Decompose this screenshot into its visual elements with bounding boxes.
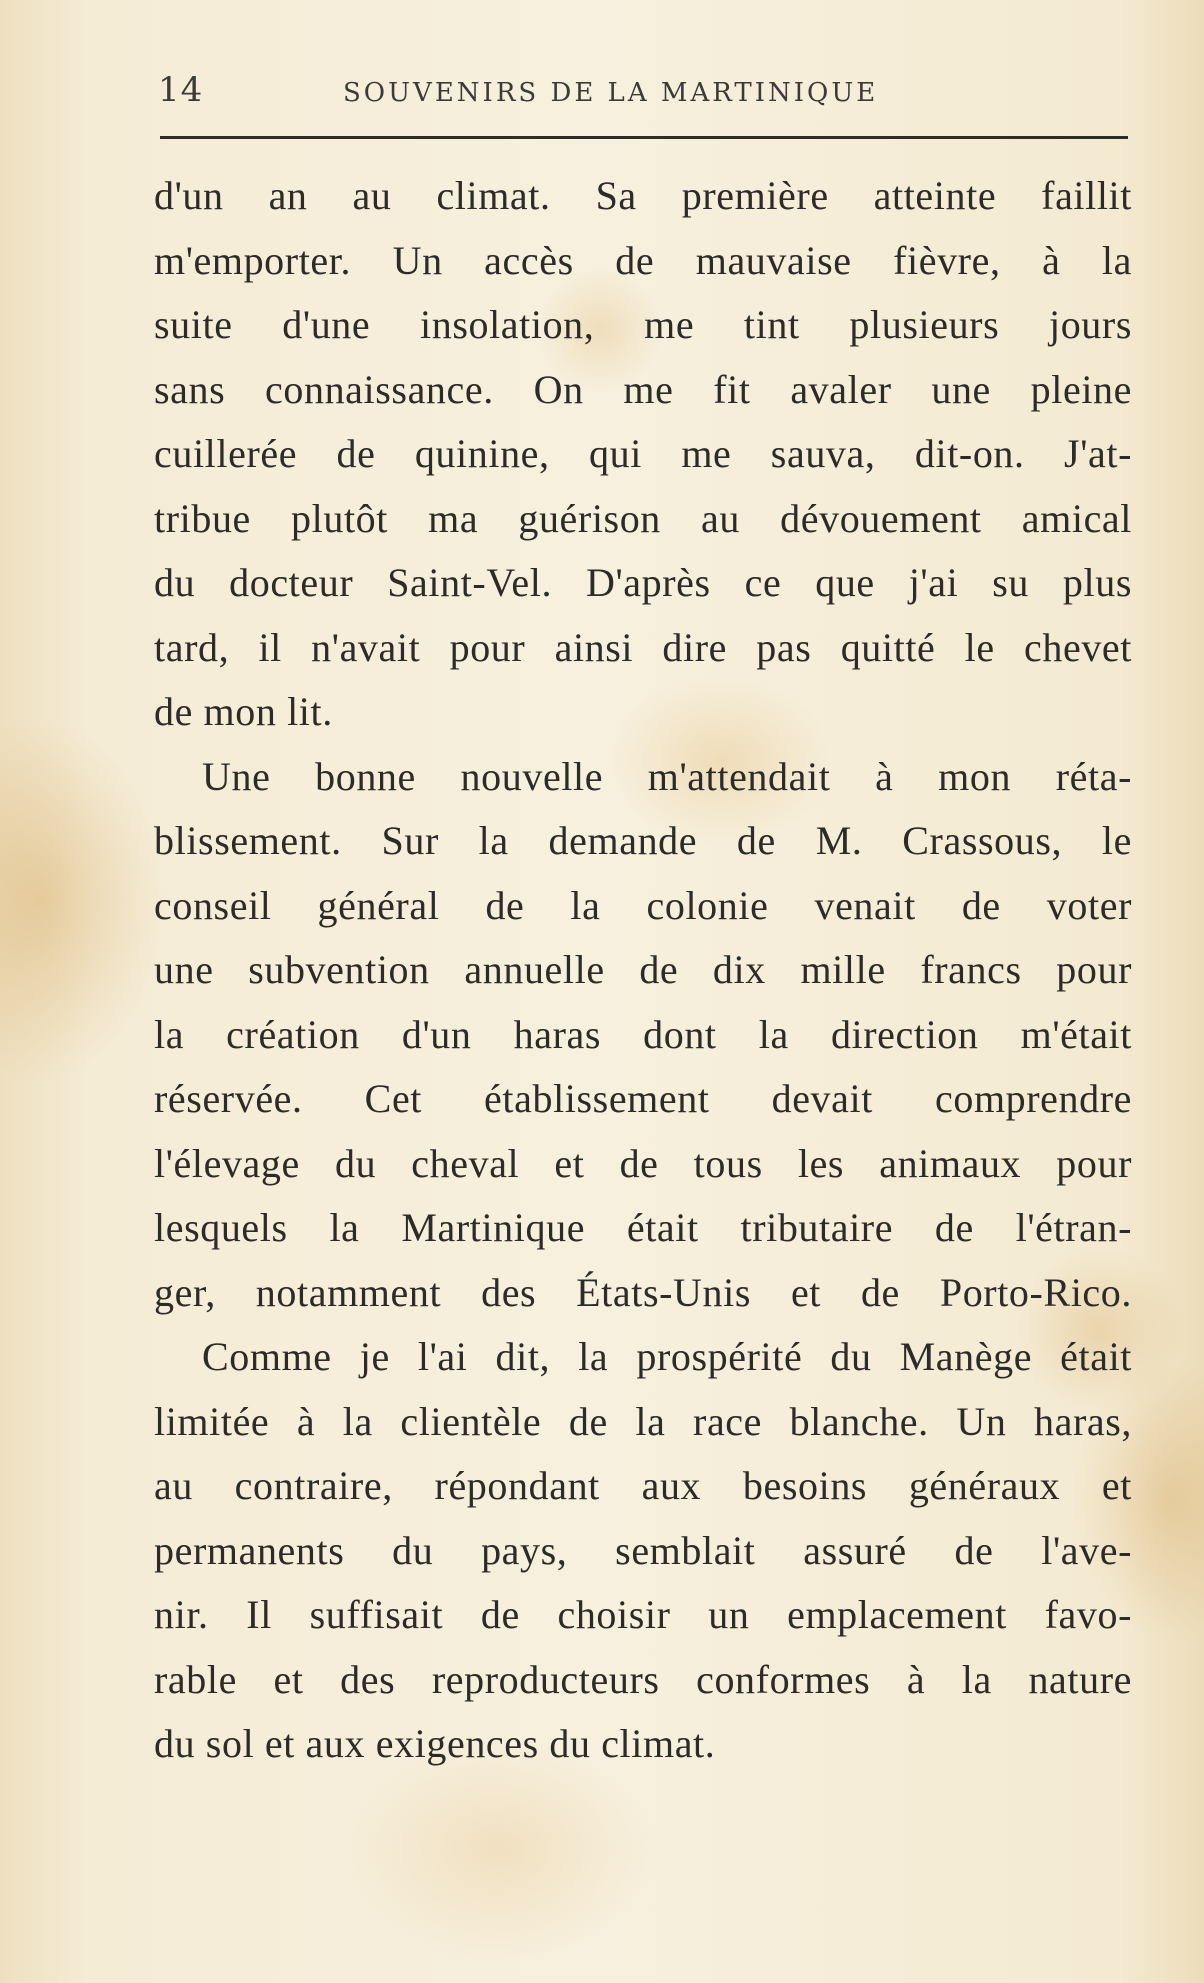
text-line: nir. Il suffisait de choisir un emplacement favo- [154, 1592, 1132, 1637]
text-line: du docteur Saint-Vel. D'après ce que j'ai su plus [154, 560, 1132, 605]
text-line: permanents du pays, semblait assuré de l'ave- [154, 1527, 1132, 1573]
page-number: 14 [158, 70, 204, 110]
text-line: la création d'un haras dont la direction m'était [154, 1011, 1132, 1057]
text-line: au contraire, répondant aux besoins généraux et [154, 1463, 1132, 1508]
text-line: tribue plutôt ma guérison au dévouement amical [154, 495, 1132, 541]
text-line: conseil général de la colonie venait de voter [154, 882, 1132, 928]
text-line: cuillerée de quinine, qui me sauva, dit-on. J'at- [154, 431, 1132, 476]
body-text [154, 164, 1132, 1777]
header-rule [160, 136, 1128, 139]
text-line: Une bonne nouvelle m'attendait à mon réta- [202, 753, 1132, 799]
text-line: réservée. Cet établissement devait comprendre [154, 1076, 1132, 1121]
text-line: rable et des reproducteurs conformes à la nature [154, 1656, 1132, 1702]
text-line: sans connaissance. On me fit avaler une pleine [154, 366, 1132, 412]
text-line: tard, il n'avait pour ainsi dire pas quitté le chevet [154, 624, 1132, 670]
text-line: lesquels la Martinique était tributaire de l'étran- [154, 1205, 1132, 1250]
running-head [158, 68, 1130, 118]
text-line: suite d'une insolation, me tint plusieurs jours [154, 302, 1132, 347]
running-title: SOUVENIRS DE LA MARTINIQUE [343, 78, 879, 108]
text-line: du sol et aux exigences du climat. [154, 1721, 716, 1766]
text-line: m'emporter. Un accès de mauvaise fièvre, à la [154, 237, 1132, 283]
text-line: de mon lit. [154, 689, 333, 734]
text-line: limitée à la clientèle de la race blanche. Un haras, [154, 1398, 1132, 1444]
text-line: une subvention annuelle de dix mille francs pour [154, 947, 1132, 992]
text-line: blissement. Sur la demande de M. Crassous, le [154, 818, 1132, 863]
text-line: ger, notamment des États-Unis et de Porto-Rico. [154, 1269, 1132, 1315]
text-line: d'un an au climat. Sa première atteinte faillit [154, 173, 1132, 218]
text-line: Comme je l'ai dit, la prospérité du Manège était [202, 1334, 1132, 1379]
text-line: l'élevage du cheval et de tous les animaux pour [154, 1140, 1132, 1186]
